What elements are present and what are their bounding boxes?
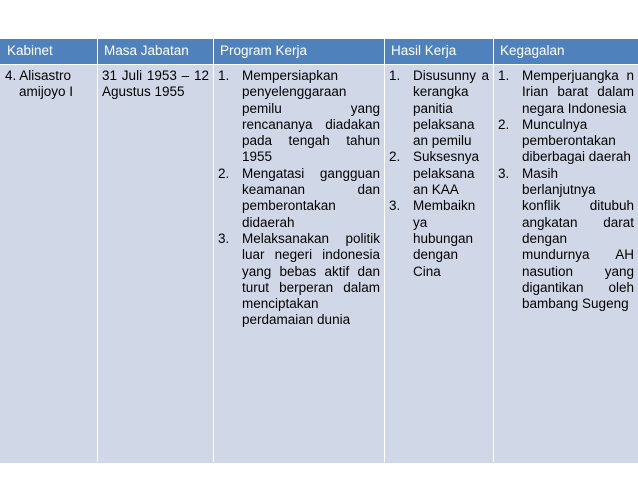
kegagalan-list xyxy=(498,68,634,312)
list-item: 3. Melaksanakan politik luar negeri indonesia yang bebas aktif dan turut berperan dalam menciptakan perdamaian dunia xyxy=(218,230,380,328)
cell-program-kerja xyxy=(214,65,385,463)
cell-masa-jabatan xyxy=(98,65,214,463)
cell-kegagalan xyxy=(494,65,638,463)
header-masa-jabatan: Masa Jabatan xyxy=(98,39,214,65)
header-kabinet: Kabinet xyxy=(1,39,98,65)
table-row xyxy=(1,65,638,463)
list-item: 2. Mengatasi gangguan keamanan dan pemberontakan didaerah xyxy=(218,165,380,230)
list-item: 3. Membaikn ya hubungan dengan Cina xyxy=(389,198,476,279)
kabinet-name: 4. Alisastro amijoyo I xyxy=(5,68,74,100)
header-kegagalan: Kegagalan xyxy=(494,39,638,65)
header-program-kerja: Program Kerja xyxy=(214,39,385,65)
list-item: 1. Memperjuangka n Irian barat dalam negara Indonesia xyxy=(498,68,634,116)
masa-jabatan-text: 31 Juli 1953 – 12 Agustus 1955 xyxy=(102,68,209,100)
header-hasil-kerja: Hasil Kerja xyxy=(385,39,494,65)
cell-kabinet xyxy=(1,65,98,463)
cell-hasil-kerja xyxy=(385,65,494,463)
kabinet-table xyxy=(0,38,638,463)
table-header-row xyxy=(1,39,638,65)
list-item: 3. Masih berlanjutnya konflik ditubuh angkatan darat dengan mundurnya AH nasution yang digantikan oleh bambang Sugeng xyxy=(498,165,634,312)
list-item: 2. Munculnya pemberontakan diberbagai daerah xyxy=(498,116,631,165)
list-item: 1. Mempersiapkan penyelenggaraan pemilu yang rencananya diadakan pada tengah tahun 1955 xyxy=(218,68,380,165)
hasil-kerja-list xyxy=(389,68,489,280)
list-item: 1. Disusunny a kerangka panitia pelaksana an pemilu xyxy=(389,68,489,149)
list-item: 2. Suksesnya pelaksana an KAA xyxy=(389,149,480,198)
program-kerja-list xyxy=(218,68,380,329)
